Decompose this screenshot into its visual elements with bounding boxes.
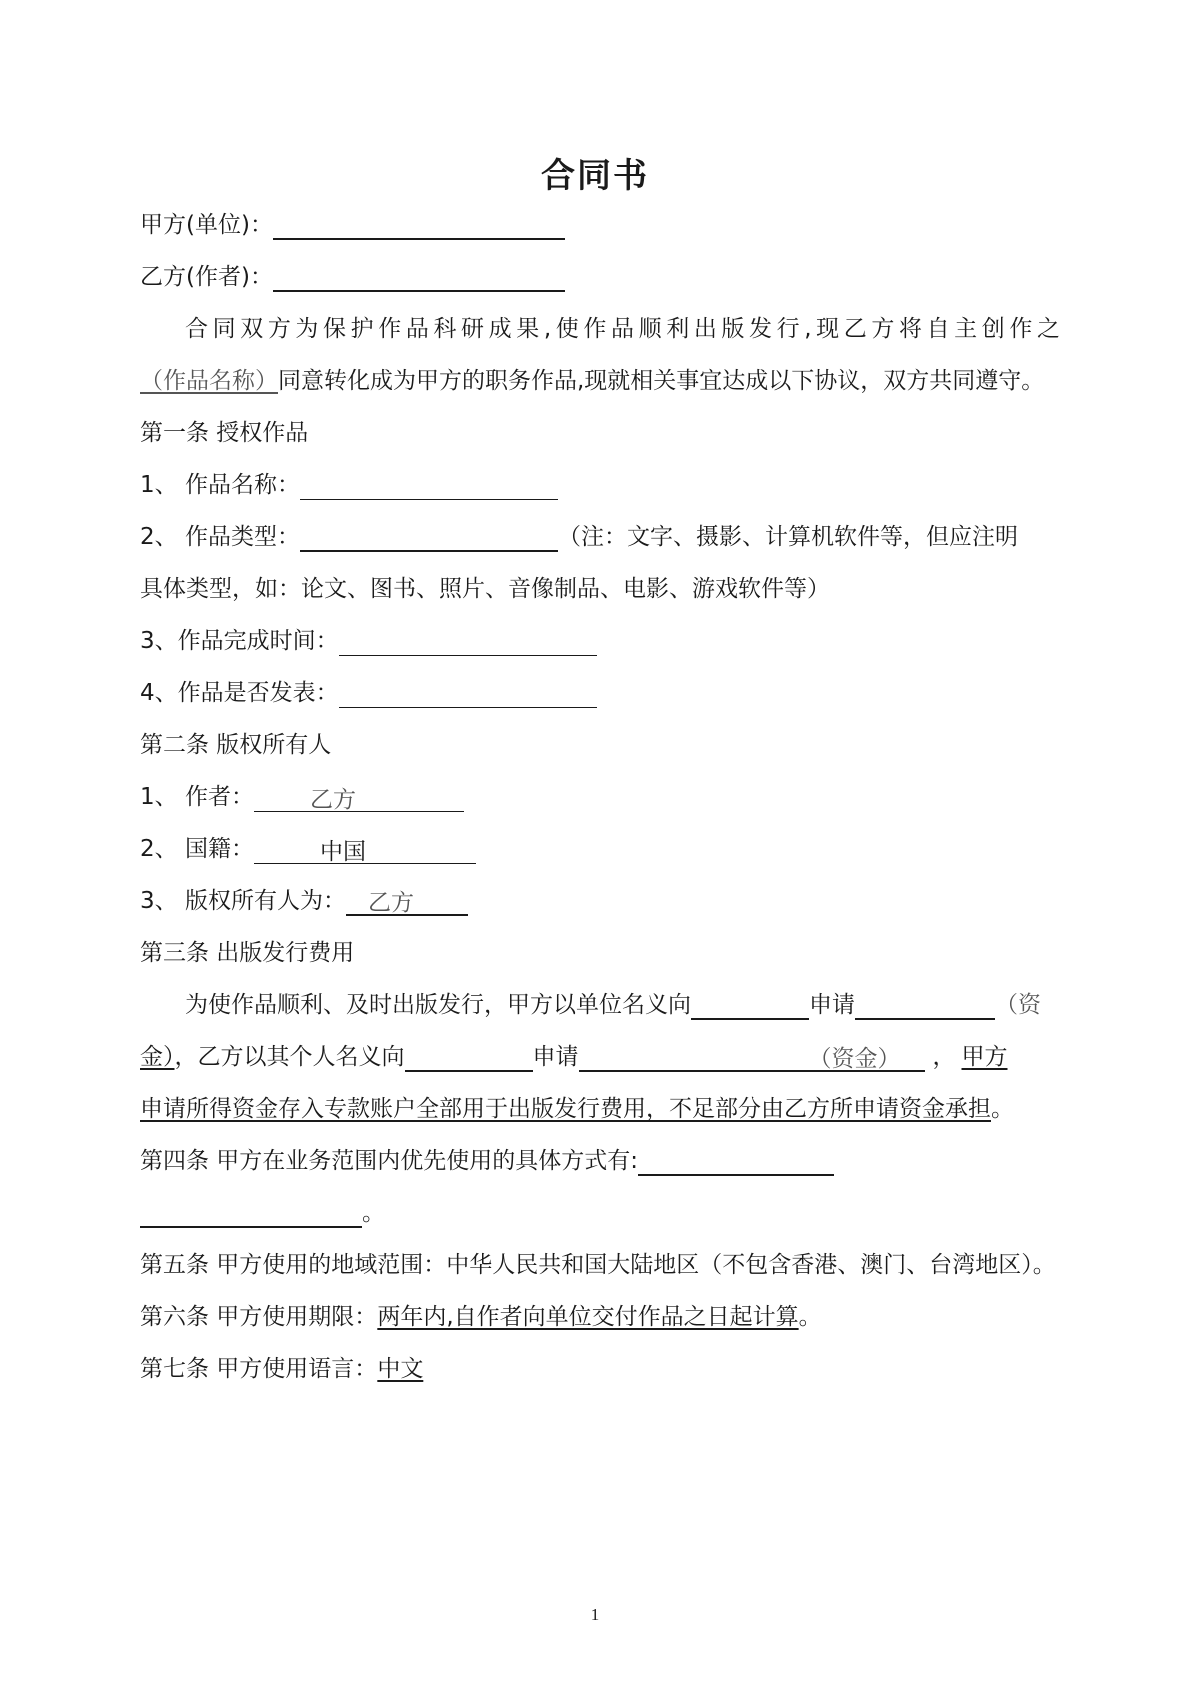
intro-work-name: （作品名称） [140,368,278,394]
completion-time-blank[interactable] [339,629,597,656]
usage-method-blank-2[interactable] [140,1200,362,1228]
article1-item3: 3、作品完成时间： [140,626,597,656]
party-a-line [140,210,565,240]
article7-line: 第七条 甲方使用语言：中文 [140,1356,424,1382]
article1-heading: 第一条 授权作品 [140,420,309,446]
copyright-owner-field[interactable]: 乙方 [346,888,468,916]
author-field[interactable]: 乙方 [254,785,464,812]
unit-apply-to-blank[interactable] [691,992,809,1020]
usage-method-blank[interactable] [638,1148,834,1176]
article1-item2-note: 具体类型，如：论文、图书、照片、音像制品、电影、游戏软件等） [140,576,830,602]
published-blank[interactable] [339,681,597,708]
intro-paragraph-line2: （作品名称）同意转化成为甲方的职务作品,现就相关事宜达成以下协议，双方共同遵守。 [140,368,1045,394]
party-b-label: 乙方(作者)： [140,264,273,290]
article4-line2: 。 [140,1198,385,1228]
work-name-blank[interactable] [300,473,558,500]
article3-line1: 为使作品顺利、及时出版发行，甲方以单位名义向 申请 （资 [185,992,1041,1018]
article2-item3: 3、 版权所有人为： 乙方 [140,886,468,916]
article6-line: 第六条 甲方使用期限：两年内,自作者向单位交付作品之日起计算。 [140,1304,822,1330]
article1-item1: 1、 作品名称： [140,470,558,500]
article3-heading: 第三条 出版发行费用 [140,940,355,966]
article3-line2: 金），乙方以其个人名义向 申请 （资金） ， 甲方 [140,1044,1008,1072]
party-b-blank[interactable] [273,264,565,292]
article4-line: 第四条 甲方在业务范围内优先使用的具体方式有: [140,1146,834,1176]
page-number: 1 [590,1605,600,1624]
party-a-label: 甲方(单位)： [140,212,273,238]
article5-line: 第五条 甲方使用的地域范围：中华人民共和国大陆地区（不包含香港、澳门、台湾地区）。 [140,1252,1056,1278]
nationality-field[interactable]: 中国 [254,837,476,864]
intro-paragraph-line1: 合同双方为保护作品科研成果,使作品顺利出版发行,现乙方将自主创作之 [185,316,1060,342]
article1-item2: 2、 作品类型： （注：文字、摄影、计算机软件等，但应注明 [140,524,1018,550]
article2-item1: 1、 作者： 乙方 [140,782,464,812]
party-a-blank[interactable] [273,212,565,240]
article1-item4: 4、作品是否发表： [140,678,597,708]
article2-item2: 2、 国籍： 中国 [140,834,476,864]
party-b-line [140,262,565,292]
author-fund-blank[interactable]: （资金） [579,1044,925,1072]
usage-period-value: 两年内,自作者向单位交付作品之日起计算 [377,1304,799,1330]
work-type-blank[interactable] [300,524,558,552]
language-value: 中文 [377,1356,424,1382]
author-apply-to-blank[interactable] [405,1044,533,1072]
article2-heading: 第二条 版权所有人 [140,732,332,758]
document-title: 合同书 [541,156,649,196]
unit-fund-blank[interactable] [855,992,995,1020]
article3-line3: 申请所得资金存入专款账户全部用于出版发行费用，不足部分由乙方所申请资金承担。 [140,1096,1014,1122]
